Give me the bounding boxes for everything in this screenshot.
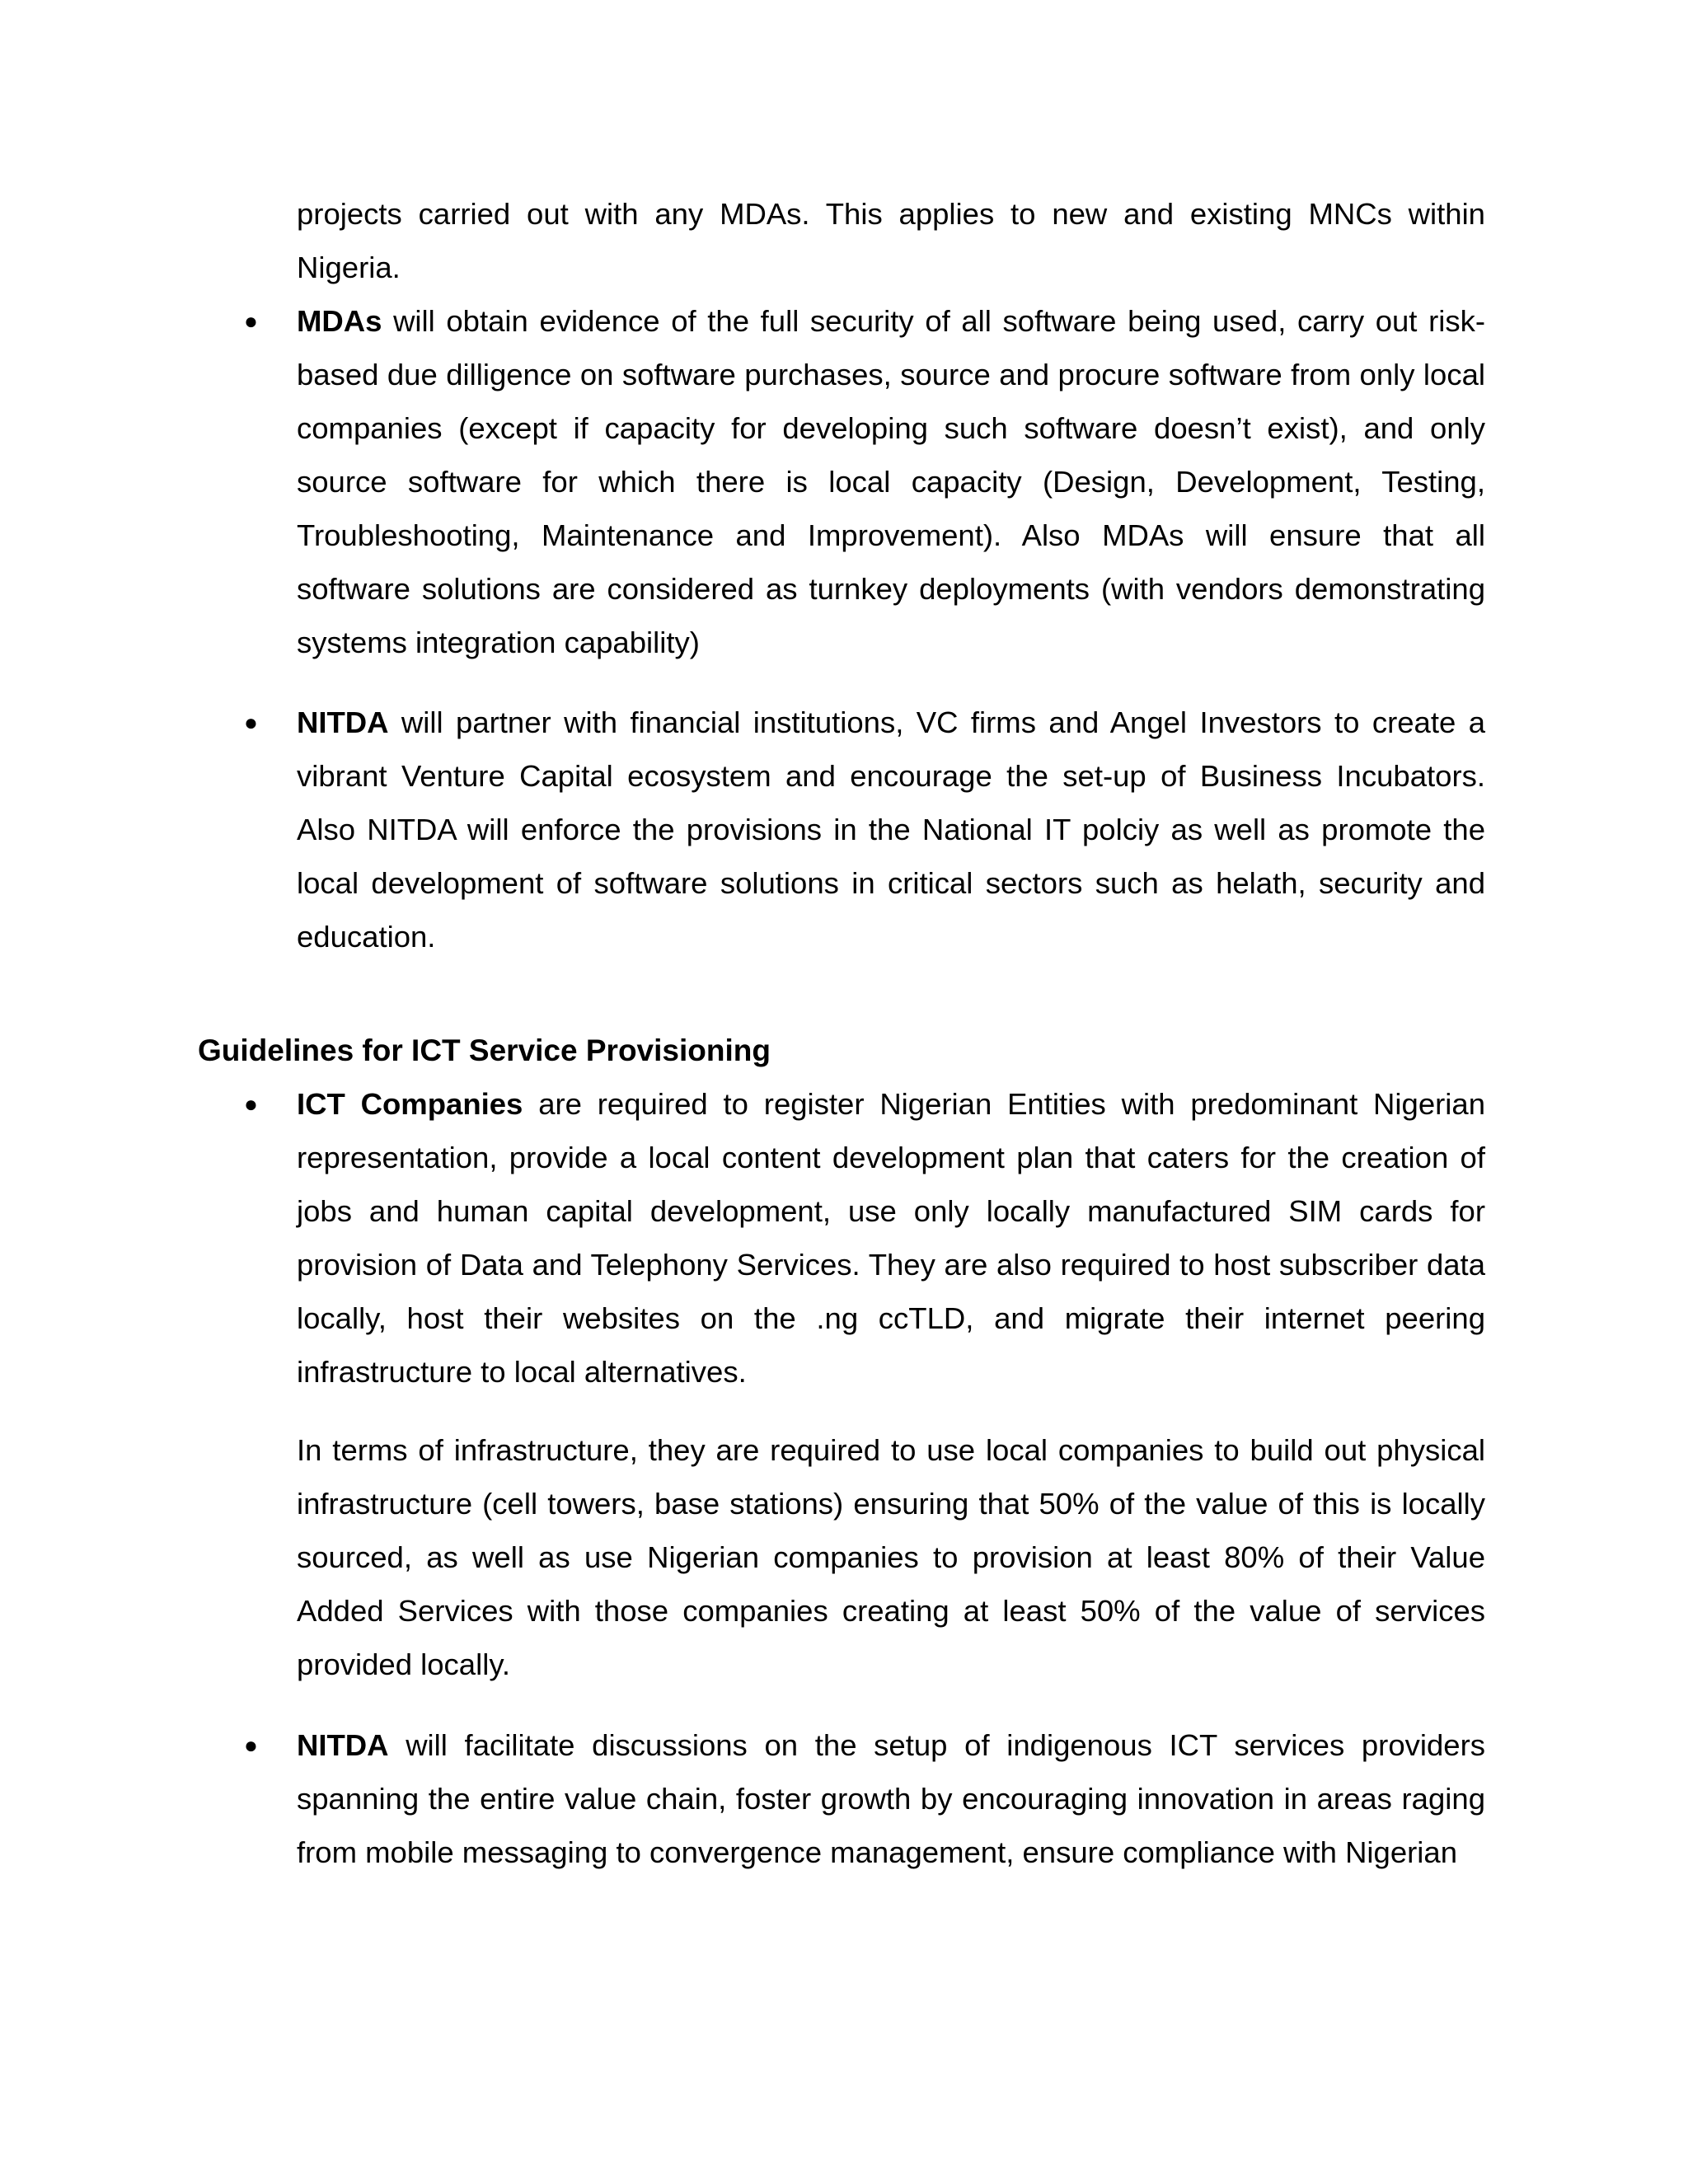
bullet-text: are required to register Nigerian Entities with predominant Nigerian representation, provide a local content development plan that caters for the creation of jobs and human capital development, use only locally manufactured SIM cards for provision of Data and Telephony Services. They are also required to host subscriber data locally, host their websites on the .ng ccTLD, and migrate their internet peering infrastructure to local alternatives. (297, 1087, 1485, 1389)
bullet-item-ict-companies (297, 1077, 1485, 1399)
bullet-text: will partner with financial institutions, VC firms and Angel Investors to create a vibrant Venture Capital ecosystem and encourage the set-up of Business Incubators. Also NITDA will enforce the provisions in the National IT polciy as well as promote the local development of software solutions in critical sectors such as helath, security and education. (297, 705, 1485, 954)
bullet-bold-lead: ICT Companies (297, 1087, 523, 1121)
bullet-item-nitda-services (297, 1718, 1485, 1879)
bullet-marker-nitda-services: ● (244, 1732, 258, 1758)
section-heading: Guidelines for ICT Service Provisioning (198, 1033, 771, 1067)
paragraph-text: In terms of infrastructure, they are required to use local companies to build out physical infrastructure (cell towers, base stations) ensuring that 50% of the value of this is locally sourced, as well as use Nigerian companies to provision at least 80% of their Value Added Services with those companies creating at least 50% of the value of services provided locally. (297, 1433, 1485, 1681)
bullet-bold-lead: MDAs (297, 304, 382, 338)
bullet-marker-mdas: ● (244, 308, 258, 334)
bullet-bold-lead: NITDA (297, 705, 389, 739)
bullet-marker-nitda: ● (244, 710, 258, 735)
infrastructure-paragraph (297, 1423, 1485, 1691)
bullet-bold-lead: NITDA (297, 1728, 389, 1762)
bullet-marker-ict-companies: ● (244, 1091, 258, 1117)
continuation-text: projects carried out with any MDAs. This applies to new and existing MNCs within Nigeria. (297, 197, 1485, 284)
continuation-paragraph (297, 187, 1485, 294)
bullet-text: will facilitate discussions on the setup of indigenous ICT services providers spanning the entire value chain, foster growth by encouraging innovation in areas raging from mobile messaging to convergence management, ensure compliance with Nigerian (297, 1728, 1485, 1869)
bullet-text: will obtain evidence of the full security of all software being used, carry out risk-based due dilligence on software purchases, source and procure software from only local companies (except if capacity for developing such software doesn’t exist), and only source software for which there is local capacity (Design, Development, Testing, Troubleshooting, Maintenance and Improvement). Also MDAs will ensure that all software solutions are considered as turnkey deployments (with vendors demonstrating systems integration capability) (297, 304, 1485, 659)
bullet-item-nitda (297, 696, 1485, 963)
bullet-item-mdas (297, 294, 1485, 669)
